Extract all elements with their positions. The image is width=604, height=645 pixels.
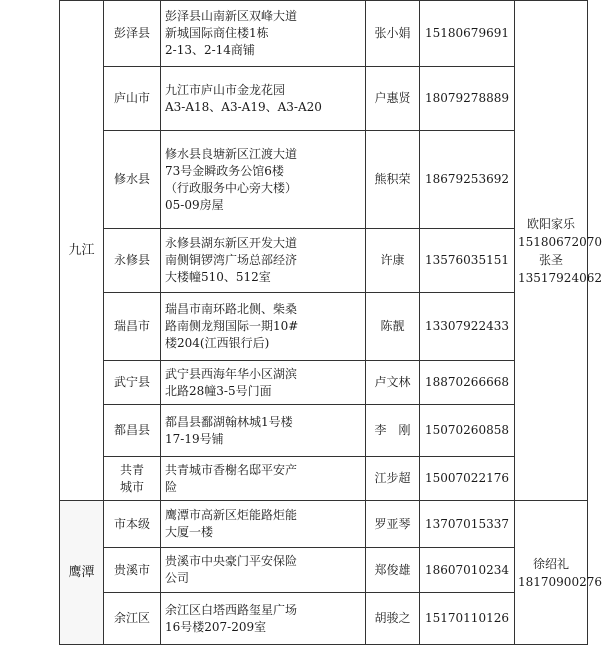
address-line: 公司 bbox=[165, 571, 190, 585]
address-line: 都昌县鄱湖翰林城1号楼 bbox=[165, 414, 293, 429]
address-cell bbox=[161, 405, 366, 457]
regional-contact-line: 张圣 bbox=[538, 252, 563, 267]
county-name: 永修县 bbox=[113, 253, 150, 267]
address-cell bbox=[161, 229, 366, 293]
county-cell bbox=[104, 293, 161, 361]
address-line: 05-09房屋 bbox=[165, 197, 224, 212]
county-cell bbox=[104, 548, 161, 593]
person-cell: 熊积荣 bbox=[366, 131, 420, 229]
county-name: 余江区 bbox=[113, 611, 150, 625]
person-cell: 陈靓 bbox=[366, 293, 420, 361]
address-line: 楼204(江西银行后) bbox=[165, 336, 270, 350]
address-line: 共青城市香榭名邸平安产 bbox=[165, 462, 298, 477]
address-cell bbox=[161, 1, 366, 67]
person-cell: 郑俊雄 bbox=[366, 548, 420, 593]
address-line: 大厦一楼 bbox=[165, 525, 214, 539]
table-row bbox=[60, 405, 588, 457]
table-row bbox=[60, 67, 588, 131]
address-line: 73号金瞬政务公馆6楼 bbox=[165, 163, 284, 178]
person-cell: 户惠贤 bbox=[366, 67, 420, 131]
phone-cell: 13576035151 bbox=[420, 229, 515, 293]
address-cell bbox=[161, 293, 366, 361]
phone-cell: 13307922433 bbox=[420, 293, 515, 361]
address-line: 彭泽县山南新区双峰大道 bbox=[165, 9, 298, 23]
county-name: 贵溪市 bbox=[113, 562, 150, 577]
address-line: 路南侧龙翔国际一期10# bbox=[165, 319, 299, 333]
table-body bbox=[60, 1, 602, 645]
address-line: 险 bbox=[165, 479, 178, 494]
regional-contact-line: 15180672070 bbox=[518, 234, 602, 249]
contact-table bbox=[59, 0, 602, 645]
address-line: A3-A18、A3-A19、A3-A20 bbox=[165, 99, 322, 114]
table-row bbox=[60, 1, 588, 67]
phone-cell: 18607010234 bbox=[420, 548, 515, 593]
regional-contact-line: 18170900276 bbox=[518, 574, 602, 589]
county-cell bbox=[104, 1, 161, 67]
regional-contact-line: 13517924062 bbox=[518, 270, 602, 285]
county-name: 共青 bbox=[119, 462, 144, 477]
county-cell bbox=[104, 405, 161, 457]
address-line: 17-19号铺 bbox=[165, 431, 224, 446]
table-row bbox=[60, 593, 588, 645]
address-line: 新城国际商住楼1栋 bbox=[165, 26, 269, 40]
address-cell bbox=[161, 501, 366, 548]
person-cell: 许康 bbox=[366, 229, 420, 293]
county-cell bbox=[104, 67, 161, 131]
address-line: （行政服务中心旁大楼） bbox=[165, 180, 298, 195]
regional-contact-line: 徐绍礼 bbox=[532, 556, 569, 571]
address-line: 南侧铜锣湾广场总部经济 bbox=[165, 253, 298, 267]
address-line: 永修县湖东新区开发大道 bbox=[165, 236, 298, 250]
county-name: 庐山市 bbox=[113, 91, 150, 105]
address-cell bbox=[161, 457, 366, 501]
address-cell bbox=[161, 593, 366, 645]
county-cell bbox=[104, 593, 161, 645]
county-name: 修水县 bbox=[113, 172, 150, 186]
county-name: 彭泽县 bbox=[113, 26, 150, 40]
county-cell bbox=[104, 361, 161, 405]
address-line: 大楼幢510、512室 bbox=[165, 270, 271, 284]
table-row bbox=[60, 293, 588, 361]
address-line: 北路28幢3-5号门面 bbox=[165, 383, 272, 398]
table-row bbox=[60, 361, 588, 405]
phone-cell: 13707015337 bbox=[420, 501, 515, 548]
regional-contact-line: 欧阳家乐 bbox=[526, 216, 575, 231]
table-row bbox=[60, 457, 588, 501]
person-cell: 罗亚琴 bbox=[366, 501, 420, 548]
person-cell: 李 刚 bbox=[366, 405, 420, 457]
address-cell bbox=[161, 131, 366, 229]
regional-contact-cell bbox=[515, 501, 602, 645]
address-line: 武宁县西海年华小区湖滨 bbox=[165, 366, 298, 381]
phone-cell: 15170110126 bbox=[420, 593, 515, 645]
address-line: 鹰潭市高新区炬能路炬能 bbox=[165, 508, 298, 522]
phone-cell: 18870266668 bbox=[420, 361, 515, 405]
table-row bbox=[60, 131, 588, 229]
address-line: 瑞昌市南环路北侧、柴桑 bbox=[165, 302, 298, 316]
regional-contact-cell bbox=[515, 1, 602, 501]
person-cell: 江步超 bbox=[366, 457, 420, 501]
address-line: 16号楼207-209室 bbox=[165, 619, 267, 634]
address-cell bbox=[161, 67, 366, 131]
county-cell bbox=[104, 229, 161, 293]
address-cell bbox=[161, 548, 366, 593]
address-line: 余江区白塔西路玺星广场 bbox=[165, 602, 298, 617]
phone-cell: 18679253692 bbox=[420, 131, 515, 229]
table-row bbox=[60, 548, 588, 593]
county-name: 瑞昌市 bbox=[113, 319, 150, 333]
address-line: 九江市庐山市金龙花园 bbox=[165, 82, 286, 97]
county-name: 城市 bbox=[119, 479, 144, 494]
county-name: 武宁县 bbox=[113, 375, 150, 389]
phone-cell: 18079278889 bbox=[420, 67, 515, 131]
county-name: 都昌县 bbox=[113, 423, 150, 437]
table-row bbox=[60, 501, 588, 548]
region-cell: 九江 bbox=[60, 1, 104, 501]
phone-cell: 15070260858 bbox=[420, 405, 515, 457]
county-name: 市本级 bbox=[113, 516, 150, 531]
table-row bbox=[60, 229, 588, 293]
phone-cell: 15007022176 bbox=[420, 457, 515, 501]
phone-cell: 15180679691 bbox=[420, 1, 515, 67]
county-cell bbox=[104, 131, 161, 229]
address-line: 修水县良塘新区江渡大道 bbox=[165, 146, 298, 161]
address-cell bbox=[161, 361, 366, 405]
county-cell bbox=[104, 457, 161, 501]
county-cell bbox=[104, 501, 161, 548]
address-line: 2-13、2-14商铺 bbox=[165, 43, 255, 57]
region-cell: 鹰潭 bbox=[60, 501, 104, 645]
address-line: 贵溪市中央豪门平安保险 bbox=[165, 554, 298, 568]
person-cell: 胡骏之 bbox=[366, 593, 420, 645]
person-cell: 张小娟 bbox=[366, 1, 420, 67]
person-cell: 卢文林 bbox=[366, 361, 420, 405]
